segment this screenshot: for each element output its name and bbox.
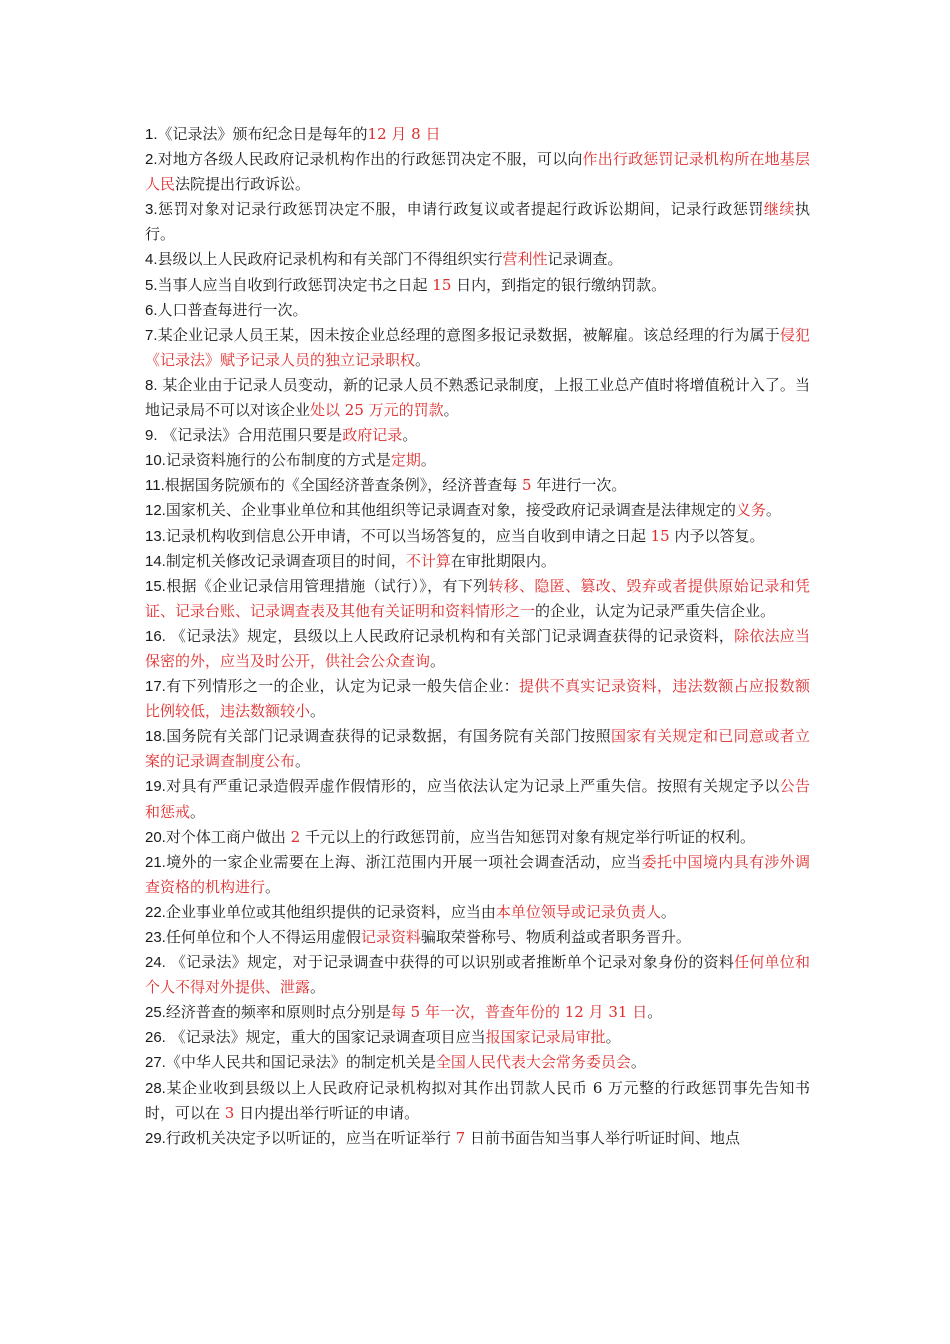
item-text: 年进行一次。 xyxy=(531,476,627,495)
item-number: 28. xyxy=(145,1079,166,1097)
highlighted-answer: 提供不真实记录资料，违法数额占应报数额比例较低，违法数额较小 xyxy=(145,677,810,721)
item-text: 对个体工商户做出 xyxy=(165,827,291,846)
item-number: 2. xyxy=(145,151,158,169)
list-item xyxy=(145,1025,810,1050)
item-text: 的企业，认定为记录严重失信企业。 xyxy=(535,601,776,620)
item-text: 企业事业单位或其他组织提供的记录资料，应当由 xyxy=(165,902,496,921)
list-item xyxy=(145,624,810,674)
highlighted-answer: 3 xyxy=(224,1103,235,1122)
item-text: 某企业记录人员王某，因未按企业总经理的意图多报记录数据，被解雇。该总经理的行为属于 xyxy=(157,325,780,344)
item-number: 4. xyxy=(145,251,158,269)
item-text: 任何单位和个人不得运用虚假 xyxy=(165,928,361,946)
item-number: 26. xyxy=(145,1029,166,1047)
list-item xyxy=(145,1000,810,1025)
highlighted-answer: 定期 xyxy=(390,451,421,470)
item-number: 22. xyxy=(145,903,166,921)
item-text: 。 xyxy=(605,1028,621,1047)
highlighted-answer: 2 xyxy=(290,827,301,846)
item-number: 5. xyxy=(145,276,158,294)
list-item xyxy=(145,925,810,950)
item-text: 。 xyxy=(265,877,281,896)
item-number: 12. xyxy=(145,502,166,520)
list-item xyxy=(145,1050,810,1075)
list-item xyxy=(145,122,810,147)
highlighted-answer: 全国人民代表大会常务委员会 xyxy=(435,1053,631,1072)
item-text: 人口普查每进行一次。 xyxy=(157,300,308,319)
list-item xyxy=(145,147,810,197)
item-text: 骗取荣誉称号、物质利益或者职务晋升。 xyxy=(420,928,691,946)
item-text: 记录资料施行的公布制度的方式是 xyxy=(165,451,391,470)
item-text: 国家机关、企业事业单位和其他组织等记录调查对象，接受政府记录调查是法律规定的 xyxy=(165,501,736,520)
list-item xyxy=(145,373,810,423)
item-text: 《记录法》颁布纪念日是每年的 xyxy=(157,125,368,143)
item-text: 日前书面告知当事人举行听证时间、地点 xyxy=(465,1128,740,1147)
item-number: 1. xyxy=(145,126,158,143)
item-text: 对地方各级人民政府记录机构作出的行政惩罚决定不服，可以向 xyxy=(157,150,583,169)
highlighted-answer: 记录资料 xyxy=(360,928,421,946)
highlighted-answer: 作出行政惩罚记录机构所在地基层人民 xyxy=(145,150,810,194)
item-text: 根据《企业记录信用管理措施（试行）》，有下列 xyxy=(165,576,489,595)
list-item xyxy=(145,850,810,900)
item-number: 8. xyxy=(145,376,158,394)
list-item xyxy=(145,674,810,724)
highlighted-answer: 7 xyxy=(455,1128,466,1147)
highlighted-answer: 转移、隐匿、篡改、毁弃或者提供原始记录和凭证、记录台账、记录调查表及其他有关证明和资料情形之一 xyxy=(145,576,810,620)
highlighted-answer: 政府记录 xyxy=(342,426,403,445)
item-text: 行政机关决定予以听证的，应当在听证举行 xyxy=(165,1128,456,1147)
item-text: 。 xyxy=(630,1053,646,1072)
item-number: 27. xyxy=(145,1054,166,1072)
item-text: 《记录法》合用范围只要是 xyxy=(157,426,343,445)
item-text: 记录机构收到信息公开申请，不可以当场答复的，应当自收到申请之日起 xyxy=(165,526,651,545)
list-item xyxy=(145,950,810,1000)
item-text: 。 xyxy=(190,802,206,821)
item-text: 《记录法》规定，对于记录调查中获得的可以识别或者推断单个记录对象身份的资料 xyxy=(165,953,735,972)
list-item xyxy=(145,323,810,373)
item-number: 20. xyxy=(145,828,166,846)
highlighted-answer: 公告和惩戒 xyxy=(145,777,810,821)
item-text: 经济普查的频率和原则时点分别是 xyxy=(165,1003,391,1022)
list-item xyxy=(145,498,810,523)
list-item xyxy=(145,448,810,473)
highlighted-answer: 本单位领导或记录负责人 xyxy=(495,902,661,921)
item-number: 23. xyxy=(145,929,166,946)
item-text: 。 xyxy=(310,702,326,721)
item-text: 。 xyxy=(295,752,311,771)
highlighted-answer: 继续 xyxy=(763,200,795,219)
item-number: 29. xyxy=(145,1129,166,1147)
item-text: 《记录法》规定，重大的国家记录调查项目应当 xyxy=(165,1028,486,1047)
highlighted-answer: 报国家记录局审批 xyxy=(485,1028,606,1047)
item-number: 19. xyxy=(145,778,166,796)
item-number: 7. xyxy=(145,326,158,344)
item-number: 3. xyxy=(145,201,158,219)
list-item xyxy=(145,197,810,247)
item-number: 6. xyxy=(145,301,158,319)
list-item xyxy=(145,825,810,850)
list-item xyxy=(145,524,810,549)
list-item xyxy=(145,247,810,272)
item-text: 。 xyxy=(647,1003,663,1022)
document-body xyxy=(145,122,810,1151)
item-text: 执行。 xyxy=(145,200,810,244)
list-item xyxy=(145,900,810,925)
highlighted-answer: 15 xyxy=(650,526,670,545)
item-text: 。 xyxy=(430,651,446,670)
item-text: 惩罚对象对记录行政惩罚决定不服，申请行政复议或者提起行政诉讼期间，记录行政惩罚 xyxy=(157,200,764,219)
list-item xyxy=(145,1076,810,1126)
item-number: 11. xyxy=(145,477,165,495)
highlighted-answer: 处以 25 万元的罚款 xyxy=(310,401,444,420)
item-text: 法院提出行政诉讼。 xyxy=(175,175,311,194)
item-number: 10. xyxy=(145,452,166,470)
item-text: 。 xyxy=(443,401,459,420)
item-number: 14. xyxy=(145,552,166,570)
item-number: 21. xyxy=(145,853,166,871)
highlighted-answer: 营利性 xyxy=(502,250,548,269)
highlighted-answer: 12 月 8 日 xyxy=(367,125,441,143)
item-number: 18. xyxy=(145,728,166,746)
highlighted-answer: 5 xyxy=(522,476,532,495)
list-item xyxy=(145,724,810,774)
item-text: 对具有严重记录造假弄虚作假情形的，应当依法认定为记录上严重失信。按照有关规定予以 xyxy=(165,777,780,796)
item-text: 记录调查。 xyxy=(547,250,623,269)
list-item xyxy=(145,549,810,574)
list-item xyxy=(145,423,810,448)
item-text: 日内，到指定的银行缴纳罚款。 xyxy=(451,275,667,294)
item-number: 16. xyxy=(145,627,166,645)
list-item xyxy=(145,574,810,624)
item-number: 15. xyxy=(145,577,166,595)
item-text: 日内提出举行听证的申请。 xyxy=(234,1103,420,1122)
item-number: 9. xyxy=(145,427,158,445)
item-text: 某企业由于记录人员变动，新的记录人员不熟悉记录制度，上报工业总产值时将增值税计入了。当地记录局不可以对该企业 xyxy=(145,375,810,420)
highlighted-answer: 侵犯《记录法》赋予记录人员的独立记录职权 xyxy=(145,325,810,369)
highlighted-answer: 每 5 年一次，普查年份的 12 月 31 日 xyxy=(390,1003,648,1022)
item-text: 《记录法》规定，县级以上人民政府记录机构和有关部门记录调查获得的记录资料， xyxy=(165,626,735,645)
item-text: 根据国务院颁布的《全国经济普查条例》，经济普查每 xyxy=(164,476,523,495)
item-number: 25. xyxy=(145,1004,166,1022)
item-text: 。 xyxy=(420,451,436,470)
item-text: 在审批期限内。 xyxy=(450,551,556,570)
item-text: 有下列情形之一的企业，认定为记录一般失信企业： xyxy=(165,677,519,696)
item-text: 制定机关修改记录调查项目的时间， xyxy=(165,551,406,570)
item-text: 。 xyxy=(402,426,418,445)
highlighted-answer: 义务 xyxy=(735,501,766,520)
item-number: 13. xyxy=(145,527,166,545)
list-item xyxy=(145,1126,810,1151)
item-text: 当事人应当自收到行政惩罚决定书之日起 xyxy=(157,275,433,294)
item-number: 24. xyxy=(145,954,166,972)
item-text: 。 xyxy=(765,501,781,520)
highlighted-answer: 不计算 xyxy=(405,551,451,570)
item-text: 。 xyxy=(415,350,431,369)
item-text: 国务院有关部门记录调查获得的记录数据，有国务院有关部门按照 xyxy=(165,727,611,746)
item-text: 千元以上的行政惩罚前，应当告知惩罚对象有规定举行听证的权利。 xyxy=(300,827,755,846)
item-text: 《中华人民共和国记录法》的制定机关是 xyxy=(165,1053,436,1072)
highlighted-answer: 任何单位和个人不得对外提供、泄露 xyxy=(145,953,810,997)
item-text: 内予以答复。 xyxy=(669,526,765,545)
item-text: 。 xyxy=(660,902,676,921)
highlighted-answer: 委托中国境内具有涉外调查资格的机构进行 xyxy=(145,852,810,896)
highlighted-answer: 15 xyxy=(432,275,452,294)
list-item xyxy=(145,298,810,323)
item-text: 某企业收到县级以上人民政府记录机构拟对其作出罚款人民币 6 万元整的行政惩罚事先告知书时，可以在 xyxy=(145,1078,810,1122)
item-text: 境外的一家企业需要在上海、浙江范围内开展一项社会调查活动，应当 xyxy=(165,852,642,871)
list-item xyxy=(145,273,810,298)
item-text: 县级以上人民政府记录机构和有关部门不得组织实行 xyxy=(157,250,503,269)
highlighted-answer: 除依法应当保密的外，应当及时公开，供社会公众查询 xyxy=(145,626,810,670)
list-item xyxy=(145,774,810,824)
highlighted-answer: 国家有关规定和已同意或者立案的记录调查制度公布 xyxy=(145,727,810,771)
list-item xyxy=(145,473,810,498)
item-number: 17. xyxy=(145,678,166,696)
item-text: 。 xyxy=(310,978,326,997)
